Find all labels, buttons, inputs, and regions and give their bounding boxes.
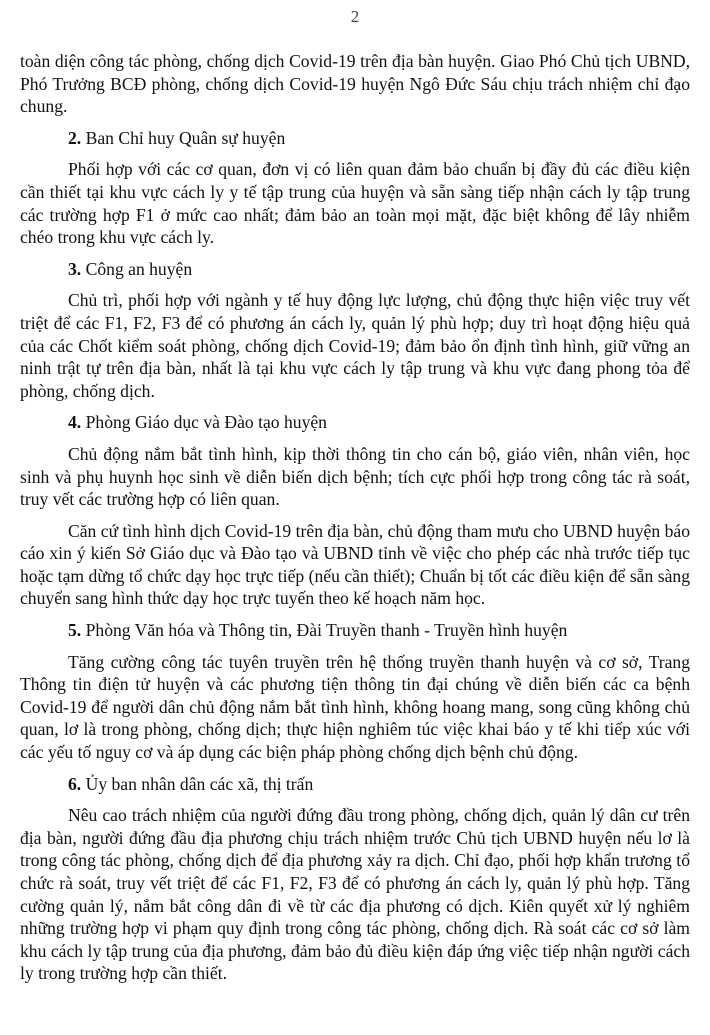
paragraph: Căn cứ tình hình dịch Covid-19 trên địa bàn, chủ động tham mưu cho UBND huyện báo cáo xin ý kiến Sở Giáo dục và Đào tạo và UBND tỉnh về việc cho phép các nhà trước tiếp tục hoặc tạm dừng tổ chức dạy học trực tiếp (nếu cần thiết); Chuẩn bị tốt các điều kiện để sẵn sàng chuyển sang hình thức dạy học trực tuyến theo kế hoạch năm học. bbox=[20, 520, 690, 609]
section-title: Phòng Văn hóa và Thông tin, Đài Truyền thanh - Truyền hình huyện bbox=[85, 620, 568, 641]
section-heading-6 bbox=[20, 773, 690, 796]
paragraph: Tăng cường công tác tuyên truyền trên hệ thống truyền thanh huyện và cơ sở, Trang Thông tin điện tử huyện và các phương tiện thông tin đại chúng về diễn biến các ca bệnh Covid-19 để người dân chủ động nắm bắt tình hình, không hoang mang, song cũng không chủ quan, lơ là trong phòng, chống dịch; thực hiện nghiêm túc việc khai báo y tế khi tiếp xúc với các yếu tố nguy cơ và áp dụng các biện pháp phòng chống dịch bệnh chủ động. bbox=[20, 651, 690, 763]
section-number: 4. bbox=[68, 412, 82, 433]
section-number: 2. bbox=[68, 127, 82, 148]
section-title: Ban Chỉ huy Quân sự huyện bbox=[85, 127, 286, 148]
section-title: Công an huyện bbox=[85, 258, 193, 279]
paragraph: Chủ trì, phối hợp với ngành y tế huy động lực lượng, chủ động thực hiện việc truy vết triệt để các F1, F2, F3 để có phương án cách ly, quản lý phù hợp; duy trì hoạt động hiệu quả của các Chốt kiểm soát phòng, chống dịch Covid-19; đảm bảo ổn định tình hình, giữ vững an ninh trật tự trên địa bàn, nhất là tại khu vực cách ly tập trung và khu vực đang phong tỏa để phòng, chống dịch. bbox=[20, 290, 690, 401]
section-number: 3. bbox=[68, 258, 82, 279]
paragraph: Chủ động nắm bắt tình hình, kịp thời thông tin cho cán bộ, giáo viên, nhân viên, học sinh và phụ huynh học sinh về diễn biến dịch bệnh; tích cực phối hợp trong công tác rà soát, truy vết các trường hợp có liên quan. bbox=[20, 443, 690, 510]
section-title: Phòng Giáo dục và Đào tạo huyện bbox=[85, 412, 327, 433]
document-body bbox=[20, 50, 690, 985]
section-heading-3 bbox=[20, 258, 690, 281]
section-heading-5 bbox=[20, 619, 690, 642]
paragraph: Phối hợp với các cơ quan, đơn vị có liên quan đảm bảo chuẩn bị đầy đủ các điều kiện cần thiết tại khu vực cách ly y tế tập trung của huyện và sẵn sàng tiếp nhận cách ly tập trung các trường hợp F1 ở mức cao nhất; đảm bảo an toàn mọi mặt, đặc biệt không để lây nhiễm chéo trong khu vực cách ly. bbox=[20, 159, 690, 248]
paragraph: Nêu cao trách nhiệm của người đứng đầu trong phòng, chống dịch, quản lý dân cư trên địa bàn, người đứng đầu địa phương chịu trách nhiệm trước Chủ tịch UBND huyện nếu lơ là trong công tác phòng, chống dịch để địa phương xảy ra dịch. Chỉ đạo, phối hợp khẩn trương tổ chức rà soát, truy vết triệt để các F1, F2, F3 để có phương án cách ly, quản lý phù hợp. Tăng cường quản lý, nắm bắt công dân đi về từ các địa phương có dịch. Kiên quyết xử lý nghiêm những trường hợp vi phạm quy định trong công tác phòng, chống dịch. Rà soát các cơ sở làm khu cách ly tập trung của địa phương, đảm bảo đủ điều kiện đáp ứng việc tiếp nhận người cách ly trong trường hợp cần thiết. bbox=[20, 805, 690, 984]
section-title: Ủy ban nhân dân các xã, thị trấn bbox=[85, 773, 314, 794]
section-number: 6. bbox=[68, 773, 82, 794]
paragraph-continuation: toàn diện công tác phòng, chống dịch Covid-19 trên địa bàn huyện. Giao Phó Chủ tịch UBND, Phó Trưởng BCĐ phòng, chống dịch Covid-19 huyện Ngô Đức Sáu chịu trách nhiệm chỉ đạo chung. bbox=[20, 51, 690, 117]
section-heading-4 bbox=[20, 411, 690, 434]
page-number: 2 bbox=[350, 7, 360, 26]
section-number: 5. bbox=[68, 620, 82, 641]
section-heading-2 bbox=[20, 127, 690, 150]
